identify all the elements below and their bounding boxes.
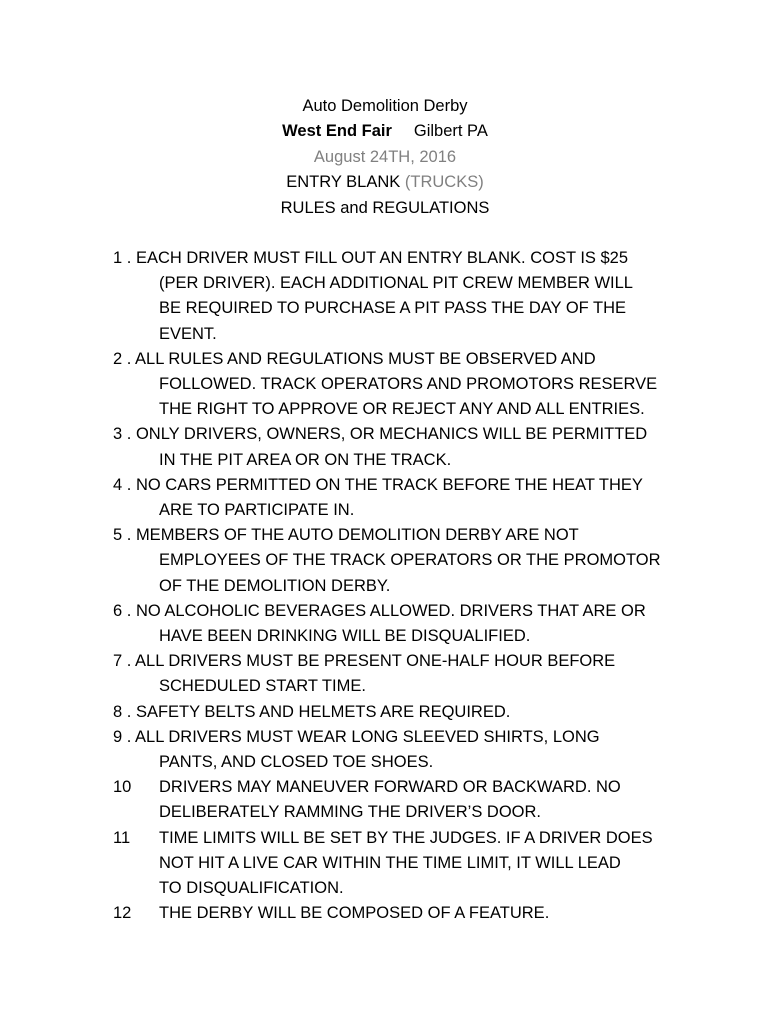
rule-item <box>113 246 673 347</box>
rule-number: 5 . <box>113 526 136 545</box>
event-title: Auto Demolition Derby <box>302 97 468 115</box>
rule-text: ALL DRIVERS MUST WEAR LONG SLEEVED SHIRTS, LONG PANTS, AND CLOSED TOE SHOES. <box>135 727 600 772</box>
rule-number: 9 . <box>113 727 136 746</box>
rule-text: MEMBERS OF THE AUTO DEMOLITION DERBY ARE NOT EMPLOYEES OF THE TRACK OPERATORS OR THE PROMOTOR OF THE DEMOLITION DERBY. <box>135 526 661 595</box>
entry-type: (TRUCKS) <box>404 173 484 192</box>
rule-item <box>113 422 673 472</box>
rule-item <box>113 649 673 699</box>
rule-text: NO CARS PERMITTED ON THE TRACK BEFORE THE HEAT THEY ARE TO PARTICIPATE IN. <box>135 475 643 520</box>
rule-number: 12 <box>113 904 132 923</box>
entry-line <box>0 170 770 195</box>
rule-item <box>113 347 673 423</box>
rules-list <box>113 246 673 926</box>
rule-item <box>113 826 673 902</box>
venue-line <box>0 119 770 144</box>
rules-subtitle: RULES and REGULATIONS <box>280 198 490 217</box>
rule-text: EACH DRIVER MUST FILL OUT AN ENTRY BLANK. COST IS $25 (PER DRIVER). EACH ADDITIONAL PIT CREW MEMBER WILL BE REQUIRED TO PURCHASE A PIT PASS THE DAY OF THE EVENT. <box>135 249 633 343</box>
rule-item <box>113 700 673 725</box>
rule-item <box>113 775 673 825</box>
rule-text: THE DERBY WILL BE COMPOSED OF A FEATURE. <box>159 904 550 923</box>
rule-number: 1 . <box>113 249 136 267</box>
rule-number: 3 . <box>113 425 136 444</box>
rule-number: 4 . <box>113 475 136 494</box>
rule-text: ALL RULES AND REGULATIONS MUST BE OBSERVED AND FOLLOWED. TRACK OPERATORS AND PROMOTORS RESERVE THE RIGHT TO APPROVE OR REJECT ANY AND ALL ENTRIES. <box>135 349 658 419</box>
rule-text: ONLY DRIVERS, OWNERS, OR MECHANICS WILL BE PERMITTED IN THE PIT AREA OR ON THE TRACK. <box>135 425 648 469</box>
rule-number: 8 . <box>113 702 136 721</box>
rule-text: TIME LIMITS WILL BE SET BY THE JUDGES. IF A DRIVER DOES NOT HIT A LIVE CAR WITHIN THE TIME LIMIT, IT WILL LEAD TO DISQUALIFICATION. <box>159 828 653 898</box>
document-header <box>0 94 770 221</box>
rule-text: NO ALCOHOLIC BEVERAGES ALLOWED. DRIVERS THAT ARE OR HAVE BEEN DRINKING WILL BE DISQUALIFIED. <box>135 601 646 646</box>
rule-text: ALL DRIVERS MUST BE PRESENT ONE-HALF HOUR BEFORE SCHEDULED START TIME. <box>135 652 616 696</box>
rule-number: 10 <box>113 778 132 797</box>
venue-location: Gilbert PA <box>413 122 488 141</box>
rule-item <box>113 599 673 649</box>
rule-item <box>113 725 673 775</box>
rule-text: DRIVERS MAY MANEUVER FORWARD OR BACKWARD. NO DELIBERATELY RAMMING THE DRIVER’S DOOR. <box>159 778 621 822</box>
rule-number: 7 . <box>113 652 136 671</box>
rule-item <box>113 523 673 599</box>
rule-number: 6 . <box>113 601 136 620</box>
rule-text: SAFETY BELTS AND HELMETS ARE REQUIRED. <box>135 702 511 721</box>
venue-name: West End Fair <box>282 122 392 141</box>
event-date: August 24TH, 2016 <box>313 147 457 166</box>
rule-number: 2 . <box>113 349 136 368</box>
entry-label: ENTRY BLANK <box>286 173 401 192</box>
rule-item <box>113 473 673 523</box>
rule-item <box>113 901 673 926</box>
rule-number: 11 <box>113 828 131 847</box>
